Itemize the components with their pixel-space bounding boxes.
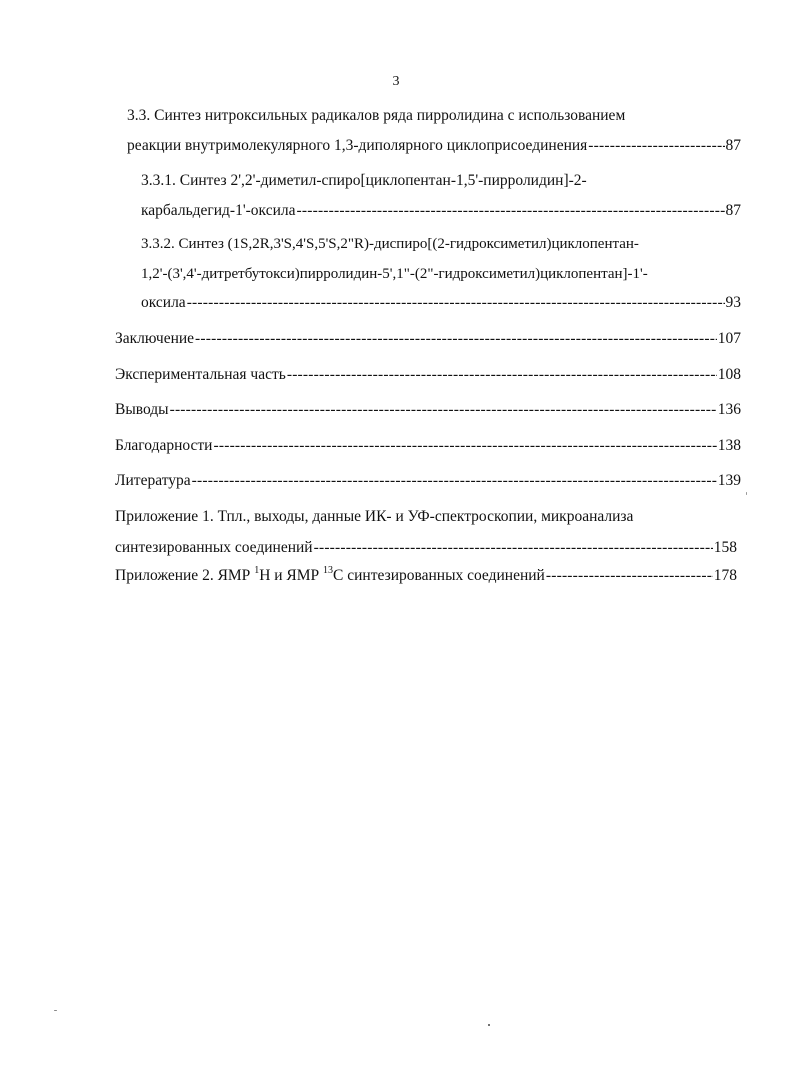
toc-entry-text: Выводы	[115, 401, 169, 418]
toc-entry-conclusion	[115, 329, 741, 349]
toc-entry-text: реакции внутримолекулярного 1,3-диполярного циклоприсоединения	[127, 137, 588, 154]
toc-entry-findings	[115, 400, 741, 420]
toc-entry-text: 3.3. Синтез нитроксильных радикалов ряда пирролидина с использованием	[127, 107, 626, 124]
toc-entry-text: Литература	[115, 472, 191, 489]
toc-entry-experimental	[115, 365, 741, 385]
toc-entry-text: 3.3.1. Синтез 2',2'-диметил-спиро[циклопентан-1,5'-пирролидин]-2-	[141, 172, 587, 189]
dot-leader	[287, 365, 717, 385]
toc-text-part: Н и ЯМР	[259, 567, 324, 584]
dot-leader	[588, 136, 724, 156]
toc-entry-thanks	[115, 436, 741, 456]
dot-leader	[187, 293, 725, 313]
toc-page-number: 136	[717, 401, 741, 418]
toc-page-number: 108	[717, 366, 741, 383]
toc-page-number: 87	[725, 202, 741, 219]
dot-leader	[192, 471, 717, 491]
toc-entry-3-3-2-line1	[141, 234, 639, 254]
toc-entry-text: карбальдегид-1'-оксила	[141, 202, 296, 219]
toc-entry-3-3-line1	[127, 106, 625, 126]
dot-leader	[213, 436, 716, 456]
toc-entry-appendix-1-line1	[115, 507, 633, 527]
dot-leader	[314, 538, 713, 558]
dot-leader	[546, 566, 713, 586]
toc-entry-text: 1,2'-(3',4'-дитретбутокси)пирролидин-5',1"-(2"-гидроксиметил)циклопентан]-1'-	[141, 266, 648, 282]
toc-entry-literature	[115, 471, 741, 491]
toc-entry-text: Экспериментальная часть	[115, 366, 286, 383]
toc-entry-text: 3.3.2. Синтез (1S,2R,3'S,4'S,5'S,2"R)-диспиро[(2-гидроксиметил)циклопентан-	[141, 236, 639, 252]
superscript: 13	[323, 564, 334, 576]
toc-page-number: 87	[725, 137, 741, 154]
toc-entry-text: оксила	[141, 294, 186, 311]
dot-leader	[170, 400, 717, 420]
toc-entry-appendix-1-line2	[115, 538, 737, 558]
toc-entry-text: синтезированных соединений	[115, 539, 313, 556]
toc-entry-text: Благодарности	[115, 437, 213, 454]
toc-entry-3-3-line2	[127, 136, 741, 156]
dot-leader	[297, 201, 725, 221]
toc-page-number: 93	[725, 294, 741, 311]
toc-page-number: 139	[717, 472, 741, 489]
toc-page-number: 138	[717, 437, 741, 454]
scan-speck	[54, 1010, 57, 1011]
toc-entry-text: Заключение	[115, 330, 195, 347]
superscript: 1	[254, 564, 260, 576]
dot-leader	[195, 329, 717, 349]
toc-entry-appendix-2	[115, 566, 737, 586]
scan-speck	[746, 492, 747, 495]
toc-page-number: 178	[713, 567, 737, 584]
scan-speck	[488, 1024, 490, 1026]
toc-entry-text	[115, 566, 545, 586]
toc-entry-3-3-2-line3	[141, 293, 741, 313]
toc-page-number: 107	[717, 330, 741, 347]
toc-entry-3-3-2-line2	[141, 264, 648, 284]
toc-entry-3-3-1-line2	[141, 201, 741, 221]
toc-text-part: Приложение 2. ЯМР	[115, 567, 255, 584]
toc-entry-text: Приложение 1. Тпл., выходы, данные ИК- и УФ-спектроскопии, микроанализа	[115, 508, 634, 525]
toc-entry-3-3-1-line1	[141, 171, 587, 191]
toc-text-part: С синтезированных соединений	[333, 567, 545, 584]
page-number: 3	[392, 74, 400, 89]
toc-page-number: 158	[713, 539, 737, 556]
